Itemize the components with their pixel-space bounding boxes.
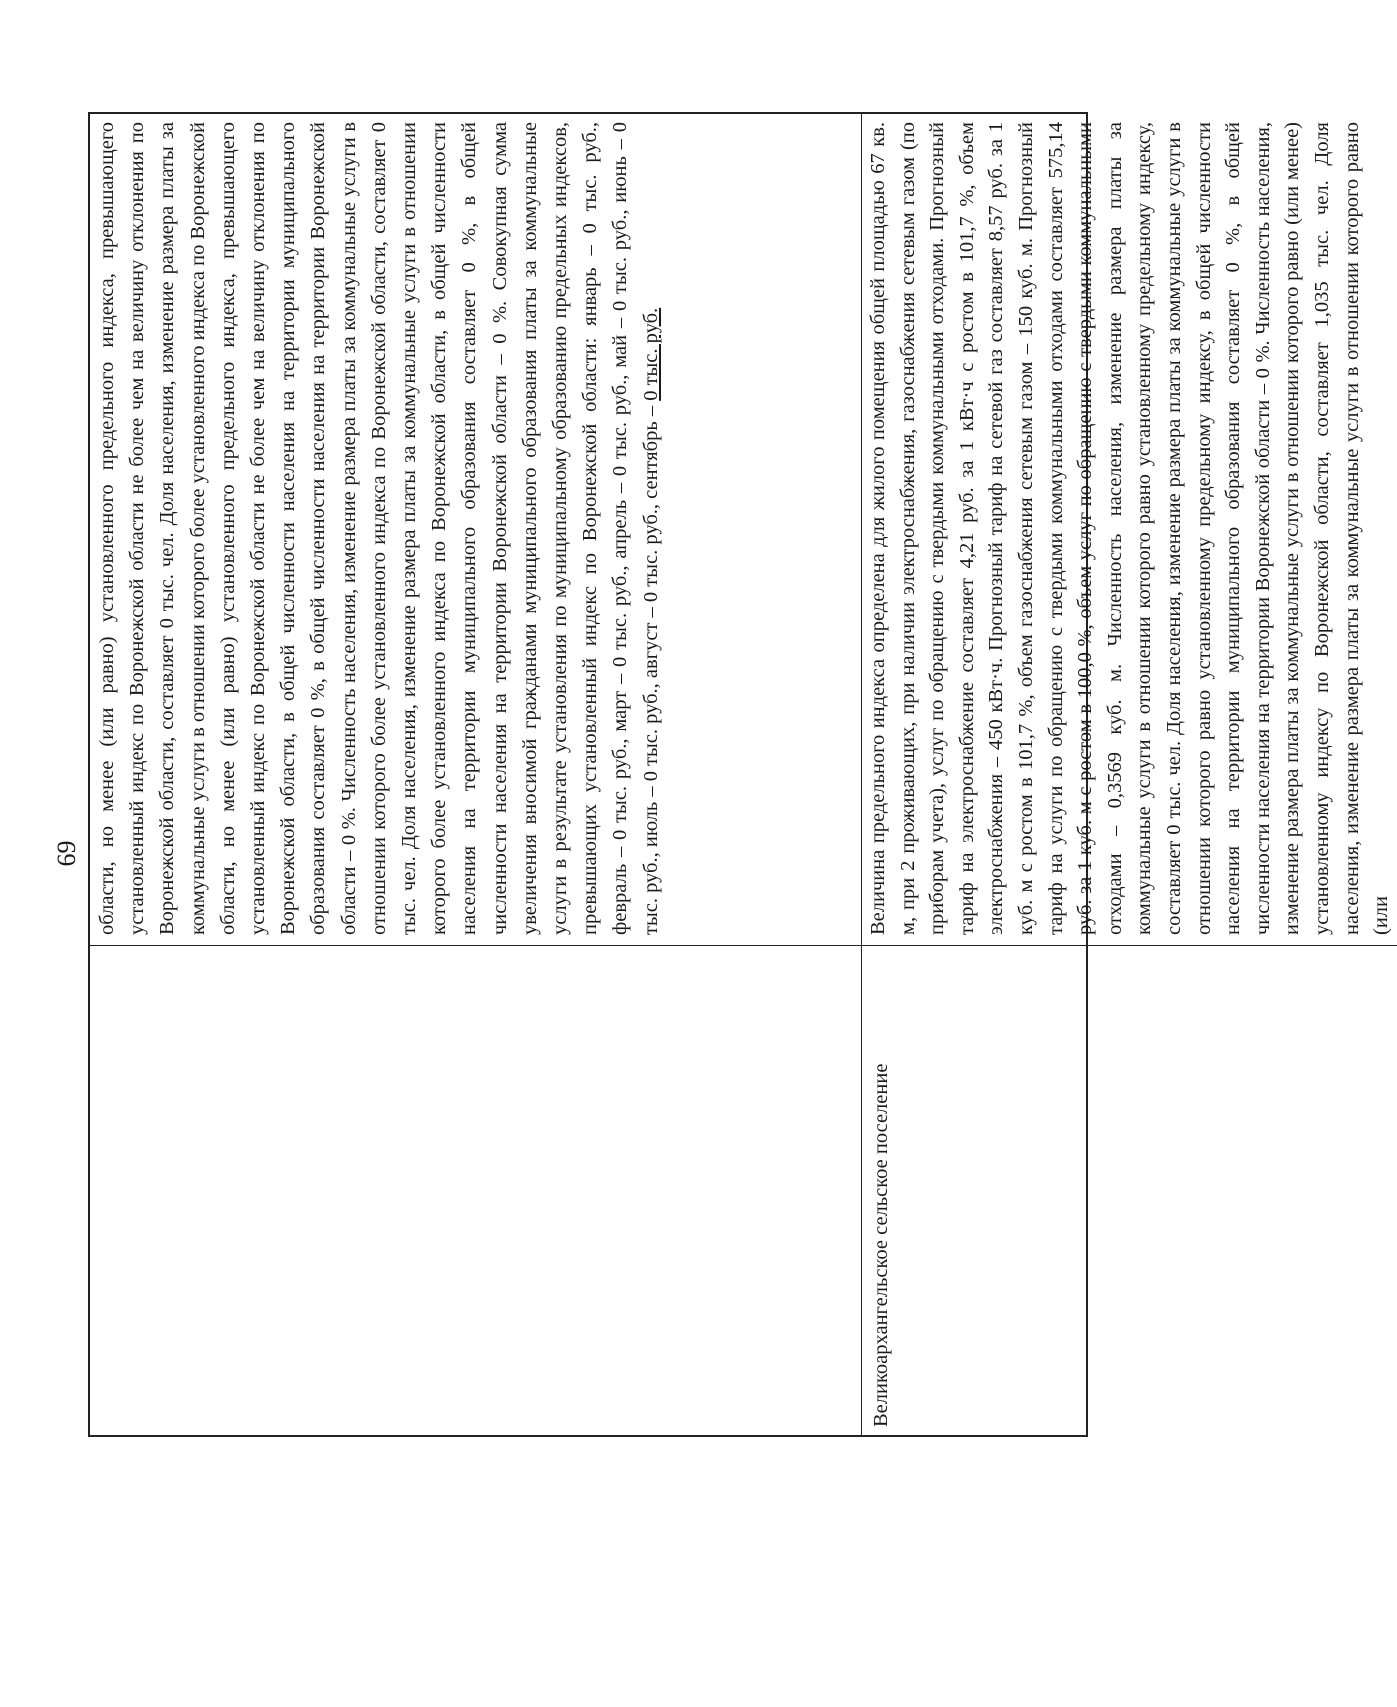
table-row-1-name-cell [90,945,862,1435]
table-row-1-text: области, но менее (или равно) установленного предельного индекса, превышающего установленный индекс по Воронежской области не более чем на величину отклонения по Воронежской области, составляет 0 тыс. чел. Доля населения, изменение размера платы за коммунальные услуги в отношении которого более установленного индекса по Воронежской области, но менее (или равно) установленного предельного индекса, превышающего установленный индекс по Воронежской области не более чем на величину отклонения по Воронежской области, в общей численности населения на территории муниципального образования составляет 0 %, в общей численности населения на территории Воронежской области – 0 %. Численность населения, изменение размера платы за коммунальные услуги в отношении которого более установленного индекса по Воронежской области, составляет 0 тыс. чел. Доля населения, изменение размера платы за коммунальные услуги в отношении которого более установленного индекса по Воронежской области, в общей численности населения на территории муниципального образования составляет 0 %, в общей численности населения на территории Воронежской области – 0 %. Совокупная сумма увеличения вносимой гражданами муниципального образования платы за коммунальные услуги в результате установления по муниципальному образованию предельных индексов, превышающих установленный индекс по Воронежской области: январь – 0 тыс. руб., февраль – 0 тыс. руб., март – 0 тыс. руб., апрель – 0 тыс. руб., май – 0 тыс. руб., июнь – 0 тыс. руб., июль – 0 тыс. руб., август – 0 тыс. руб., сентябрь – [96,121,662,935]
document-table [88,112,1393,1437]
table-row-2-name-cell: Великоархангельское сельское поселение [862,945,1397,1435]
table-row-1-text-end: 0 тыс. руб. [639,307,662,401]
table-row-2-text-cell: Величина предельного индекса определена для жилого помещения общей площадью 67 кв. м, при 2 проживающих, при наличии электроснабжения, газоснабжения сетевым газом (по приборам учета), услуг по обращению с твердыми коммунальными отходами. Прогнозный тариф на электроснабжение составляет 4,21 руб. за 1 кВт·ч с ростом в 101,7 %, объем электроснабжения – 450 кВт·ч. Прогнозный тариф на сетевой газ составляет 8,57 руб. за 1 куб. м с ростом в 101,7 %, объем газоснабжения сетевым газом – 150 куб. м. Прогнозный тариф на услуги по обращению с твердыми коммунальными отходами составляет 575,14 руб. за 1 куб. м с ростом в 100,0 %, объем услуг по обращению с твердыми коммунальными отходами – 0,3569 куб. м. Численность населения, изменение размера платы за коммунальные услуги в отношении которого равно установленному предельному индексу, составляет 0 тыс. чел. Доля населения, изменение размера платы за коммунальные услуги в отношении которого равно установленному предельному индексу, в общей численности населения на территории муниципального образования составляет 0 %, в общей численности населения на территории Воронежской области – 0 %. Численность населения, изменение размера платы за коммунальные услуги в отношении которого равно (или менее) установленному индексу по Воронежской области, составляет 1,035 тыс. чел. Доля населения, изменение размера платы за коммунальные услуги в отношении которого равно (или [867,122,1393,935]
page-number: 69 [52,840,81,867]
table-row-1-text-cell [90,114,862,945]
